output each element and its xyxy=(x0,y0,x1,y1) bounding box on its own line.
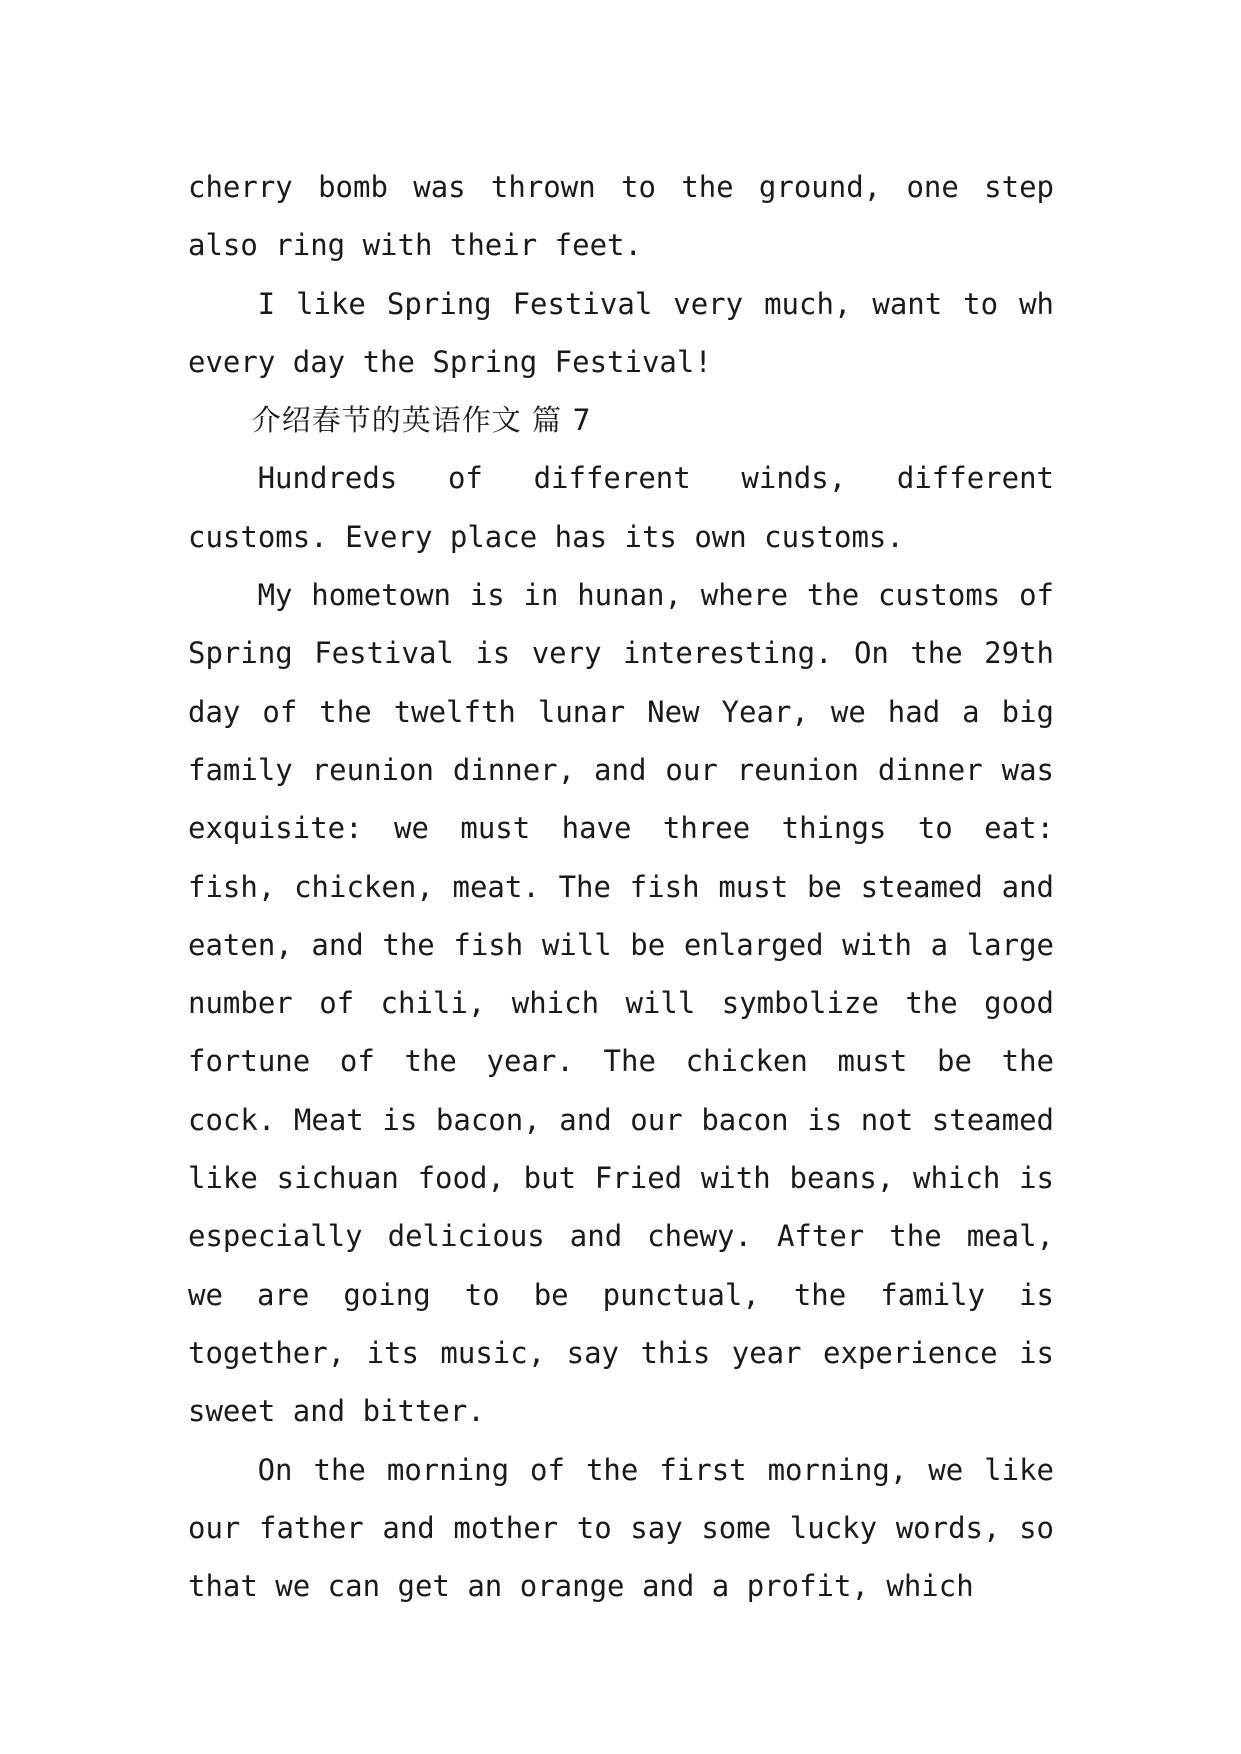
essay-body xyxy=(188,158,1054,1615)
paragraph-hometown: My hometown is in hunan, where the customs of Spring Festival is very interesting. On the 29th day of the twelfth lunar New Year, we had a big family reunion dinner, and our reunion dinner was exquisite: we must have three things to eat: fish, chicken, meat. The fish must be steamed and eaten, and the fish will be enlarged with a large number of chili, which will symbolize the good fortune of the year. The chicken must be the cock. Meat is bacon, and our bacon is not steamed like sichuan food, but Fried with beans, which is especially delicious and chewy. After the meal, we are going to be punctual, the family is together, its music, say this year experience is sweet and bitter. xyxy=(188,578,1054,1429)
paragraph-customs: Hundreds of different winds, different customs. Every place has its own customs. xyxy=(188,461,1054,554)
paragraph-spring-festival-like: I like Spring Festival very much, want to wh every day the Spring Festival! xyxy=(188,286,1054,379)
paragraph-continued: cherry bomb was thrown to the ground, one step also ring with their feet. xyxy=(188,170,1054,263)
paragraph-first-morning: On the morning of the first morning, we like our father and mother to say some lucky words, so that we can get an orange and a profit, which xyxy=(188,1452,1054,1604)
section-heading: 介绍春节的英语作文 篇 7 xyxy=(251,403,592,438)
